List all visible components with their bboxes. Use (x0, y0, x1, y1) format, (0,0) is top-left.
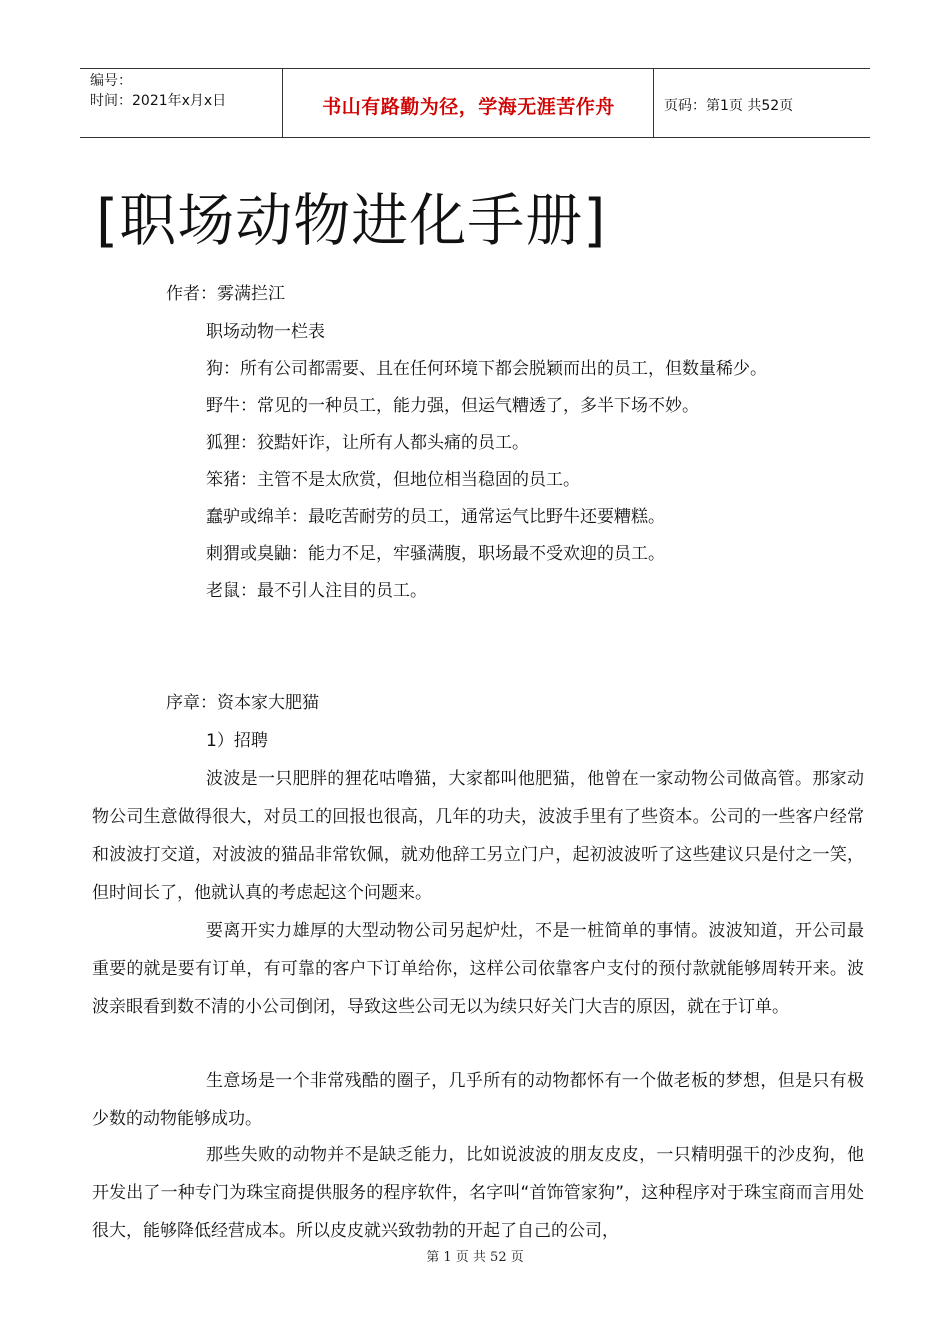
time-label: 时间：2021年x月x日 (90, 93, 227, 109)
header-motto: 书山有路勤为径，学海无涯苦作舟 (284, 69, 654, 137)
page-footer: 第 1 页 共 52 页 (426, 1250, 524, 1265)
header-page-info: 页码：第1页 共52页 (664, 97, 794, 114)
section-heading: 1）招聘 (206, 731, 268, 751)
list-item: 老鼠：最不引人注目的员工。 (206, 581, 427, 601)
body-paragraph: 要离开实力雄厚的大型动物公司另起炉灶，不是一桩简单的事情。波波知道，开公司最重要的就是要有订单，有可靠的客户下订单给你，这样公司依靠客户支付的预付款就能够周转开来。波波亲眼看到数不清的小公司倒闭，导致这些公司无以为续只好关门大吉的原因，就在于订单。 (92, 921, 864, 1017)
list-item: 野牛：常见的一种员工，能力强，但运气糟透了，多半下场不妙。 (206, 396, 699, 416)
document-header (80, 68, 870, 138)
list-item: 笨猪：主管不是太欣赏，但地位相当稳固的员工。 (206, 470, 580, 490)
body-paragraph: 那些失败的动物并不是缺乏能力，比如说波波的朋友皮皮，一只精明强干的沙皮狗，他开发出了一种专门为珠宝商提供服务的程序软件，名字叫“首饰管家狗”，这种程序对于珠宝商而言用处很大，能够降低经营成本。所以皮皮就兴致勃勃的开起了自己的公司， (92, 1145, 864, 1241)
document-title: [职场动物进化手册] (96, 188, 607, 254)
list-item: 刺猬或臭鼬：能力不足，牢骚满腹，职场最不受欢迎的员工。 (206, 544, 665, 564)
body-paragraph: 波波是一只肥胖的狸花咕噜猫，大家都叫他肥猫，他曾在一家动物公司做高管。那家动物公司生意做得很大，对员工的回报也很高，几年的功夫，波波手里有了些资本。公司的一些客户经常和波波打交道，对波波的猫品非常钦佩，就劝他辞工另立门户，起初波波听了这些建议只是付之一笑，但时间长了，他就认真的考虑起这个问题来。 (92, 769, 864, 903)
list-item: 蠢驴或绵羊：最吃苦耐劳的员工，通常运气比野牛还要糟糕。 (206, 507, 665, 527)
number-label: 编号： (90, 73, 132, 89)
list-title: 职场动物一栏表 (206, 322, 325, 342)
chapter-heading: 序章：资本家大肥猫 (166, 693, 319, 713)
list-item: 狗：所有公司都需要、且在任何环境下都会脱颖而出的员工，但数量稀少。 (206, 359, 767, 379)
header-meta (80, 69, 283, 137)
list-item: 狐狸：狡黠奸诈，让所有人都头痛的员工。 (206, 433, 529, 453)
author-line: 作者：雾满拦江 (166, 284, 285, 304)
body-paragraph: 生意场是一个非常残酷的圈子，几乎所有的动物都怀有一个做老板的梦想，但是只有极少数的动物能够成功。 (92, 1071, 864, 1129)
